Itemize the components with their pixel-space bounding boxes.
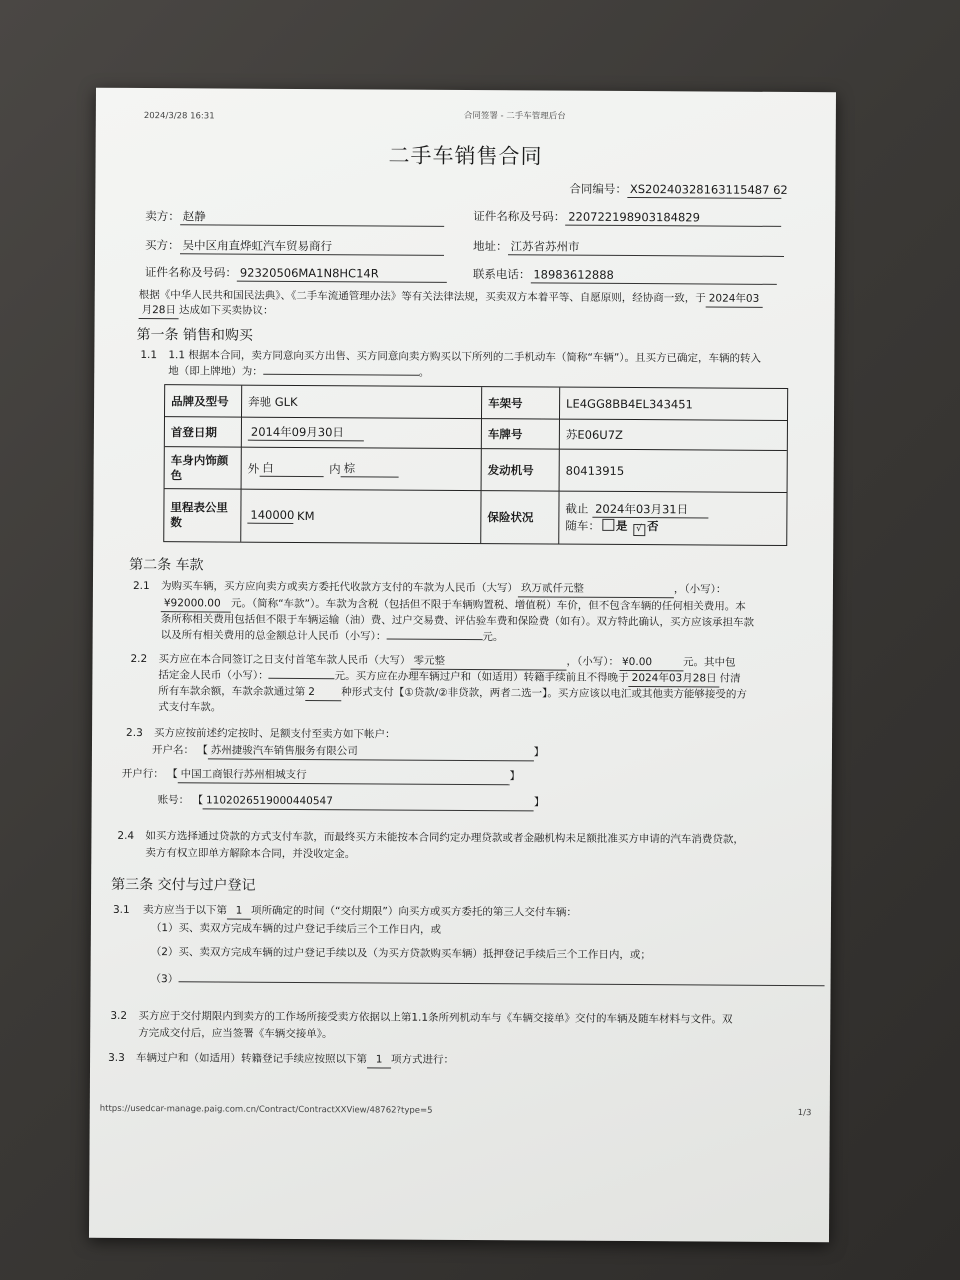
- p31-line-1: 卖方应当于以下第 1 项所确定的时间（“交付期限”）向买方或买方委托的第三人交付车辆：: [142, 904, 577, 919]
- p31-num: 3.1: [112, 903, 130, 916]
- seller-value: 赵静: [180, 209, 444, 227]
- p21-line-4: 以及所有相关费用的总金额总计人民币（小写）： 元。: [160, 629, 504, 644]
- buyer-value: 吴中区甪直烨虹汽车贸易商行: [179, 238, 443, 256]
- contract-paper: [89, 88, 836, 1242]
- phone-row: 联系电话： 18983612888: [473, 266, 777, 285]
- print-datetime: 2024/3/28 16:31: [143, 111, 215, 122]
- p32-line-1: 买方应于交付期限内到卖方的工作场所接受卖方依据以上第1.1条所列机动车与《车辆交接单》交付的车辆及随车材料与文件。双: [138, 1010, 733, 1026]
- p21-num: 2.1: [132, 579, 150, 593]
- p24-num: 2.4: [117, 829, 135, 842]
- sec1-num: 1.1: [140, 349, 158, 362]
- color-cell: 外 白 内 棕: [242, 448, 482, 491]
- p23-line-1: 买方应按前述约定按时、足额支付至卖方如下帐户：: [154, 727, 396, 741]
- p22-line-1: 买方应在本合同签订之日支付首笔车款人民币（大写） 零元整 ，（小写）： ¥0.00 元。其中包: [158, 651, 735, 672]
- exterior-color-value: 白: [259, 460, 323, 476]
- bank-row: 开户行： 【 中国工商银行苏州相城支行 】: [122, 766, 520, 785]
- option-1: （1）买、卖双方完成车辆的过户登记手续后三个工作日内，或: [150, 922, 442, 936]
- section-2-title: 第二条 车款: [129, 556, 204, 574]
- buyer-id-value: 92320506MA1N8HC14R: [237, 266, 447, 283]
- p22-line-3: 所有车款余额，车款余款通过第 2 种形式支付【①贷款/②非贷款，两者二选一】。买方应该以电汇或其他卖方能够接受的方: [158, 685, 747, 701]
- no-checkbox-checked: √: [633, 524, 645, 536]
- p21-line-2: ¥92000.00 元。（简称“车款”）。车款为含税（包括但不限于车辆购置税、增值税）车价，但不包含车辆的任何相关费用。本: [161, 595, 746, 616]
- color-label: 车身内饰颜色: [165, 447, 242, 489]
- p22-line-2: 括定金人民币（小写）： 元。买方应在办理车辆过户和（如适用）转籍手续前且不得晚于 2024年03月28日 付清: [158, 667, 740, 688]
- sec1-line-2: 地（即上牌地）为： 。: [168, 365, 430, 379]
- footer-page-number: 1/3: [797, 1108, 812, 1119]
- account-number-row: 账号： 【 1102026519000440547 】: [158, 792, 545, 811]
- print-page-title: 合同签署 - 二手车管理后台: [463, 110, 566, 122]
- interior-color-value: 棕: [341, 461, 399, 477]
- phone-value: 18983612888: [530, 267, 776, 285]
- brand-value: 奔驰 GLK: [242, 386, 482, 419]
- account-number-value: 1102026519000440547: [203, 793, 534, 811]
- seller-id-row: 证件名称及号码： 220722198903184829: [473, 208, 781, 227]
- p21-line-1: 为购买车辆，买方应向卖方或卖方委托代收款方支付的车款为人民币（大写） 玖万贰仟元整 ，（小写）：: [161, 578, 727, 598]
- account-name-value: 苏州捷骏汽车销售服务有限公司: [208, 743, 534, 761]
- seller-row: 卖方： 赵静: [145, 208, 444, 227]
- intro-line-1: 根据《中华人民共和国民法典》、《二手车流通管理办法》等有关法律法规，买卖双方本着平等、自愿原则，经协商一致，于 2024年03: [139, 287, 763, 308]
- section-1-title: 第一条 销售和购买: [136, 326, 253, 344]
- vin-value: LE4GG8BB4EL343451: [560, 388, 787, 421]
- p22-num: 2.2: [130, 652, 148, 666]
- reg-date-value: 2014年09月30日: [248, 424, 364, 441]
- vin-label: 车架号: [482, 387, 560, 419]
- contract-title: 二手车销售合同: [388, 143, 543, 169]
- insurance-date: 2024年03月31日: [592, 501, 708, 518]
- mileage-cell: 140000 KM: [241, 490, 481, 543]
- account-name-row: 开户名： 【 苏州捷骏汽车销售服务有限公司 】: [152, 742, 544, 761]
- p24-line-1: 如买方选择通过贷款的方式支付车款，而最终买方未能按本合同约定办理贷款或者金融机构未足额批准买方申请的汽车消费贷款，: [145, 830, 744, 846]
- vehicle-table: [163, 384, 788, 546]
- p33-line-1: 车辆过户和（如适用）转籍登记手续应按照以下第 1 项方式进行：: [136, 1050, 454, 1069]
- intro-line-2: 月28日 达成如下买卖协议：: [139, 302, 274, 320]
- option-2: （2）买、卖双方完成车辆的过户登记手续以及（为买方贷款购买车辆）抵押登记手续后三个工作日内，或；: [150, 946, 651, 962]
- option-3: （3）: [151, 971, 825, 991]
- insurance-label: 保险状况: [481, 491, 559, 543]
- mileage-value: 140000: [247, 508, 293, 524]
- footer-url: https://usedcar-manage.paig.com.cn/Contract/ContractXXView/48762?type=5: [99, 1103, 433, 1116]
- engine-value: 80413915: [560, 450, 787, 493]
- p22-line-4: 式支付车款。: [158, 701, 222, 714]
- yes-checkbox: [602, 518, 614, 530]
- p21-line-3: 条所称相关费用包括但不限于车辆运输（油）费、过户交易费、评估验车费和保险费（如有）。双方特此确认，买方应该承担车款: [160, 613, 755, 629]
- contract-number-value: XS20240328163115487 62: [627, 182, 781, 199]
- reg-date-cell: [242, 418, 482, 449]
- plate-value: 苏E06U7Z: [560, 420, 787, 451]
- seller-id-value: 220722198903184829: [565, 210, 781, 227]
- p24-line-2: 卖方有权立即单方解除本合同，并没收定金。: [145, 847, 356, 861]
- p32-num: 3.2: [110, 1009, 128, 1022]
- section-3-title: 第三条 交付与过户登记: [111, 876, 256, 894]
- p23-num: 2.3: [126, 726, 143, 740]
- contract-number: 合同编号： XS20240328163115487 62: [569, 181, 788, 197]
- buyer-id-row: 证件名称及号码： 92320506MA1N8HC14R: [145, 264, 447, 283]
- sec1-line-1: 1.1 根据本合同，卖方同意向买方出售、买方同意向卖方购买以下所列的二手机动车（简称“车辆”）。且买方已确定，车辆的转入: [168, 349, 762, 365]
- bank-value: 中国工商银行苏州相城支行: [178, 767, 510, 785]
- plate-label: 车牌号: [482, 419, 560, 449]
- p32-line-2: 方完成交付后，应当签署《车辆交接单》。: [138, 1027, 333, 1041]
- buyer-row: 买方： 吴中区甪直烨虹汽车贸易商行: [145, 237, 444, 256]
- engine-label: 发动机号: [482, 449, 560, 491]
- address-row: 地址： 江苏省苏州市: [473, 238, 784, 257]
- mileage-label: 里程表公里数: [164, 489, 241, 541]
- p33-num: 3.3: [108, 1051, 125, 1064]
- brand-label: 品牌及型号: [165, 385, 242, 417]
- address-value: 江苏省苏州市: [507, 239, 783, 257]
- insurance-cell: 截止 2024年03月31日 随车： 是 √ 否: [559, 492, 786, 545]
- reg-date-label: 首登日期: [165, 417, 242, 447]
